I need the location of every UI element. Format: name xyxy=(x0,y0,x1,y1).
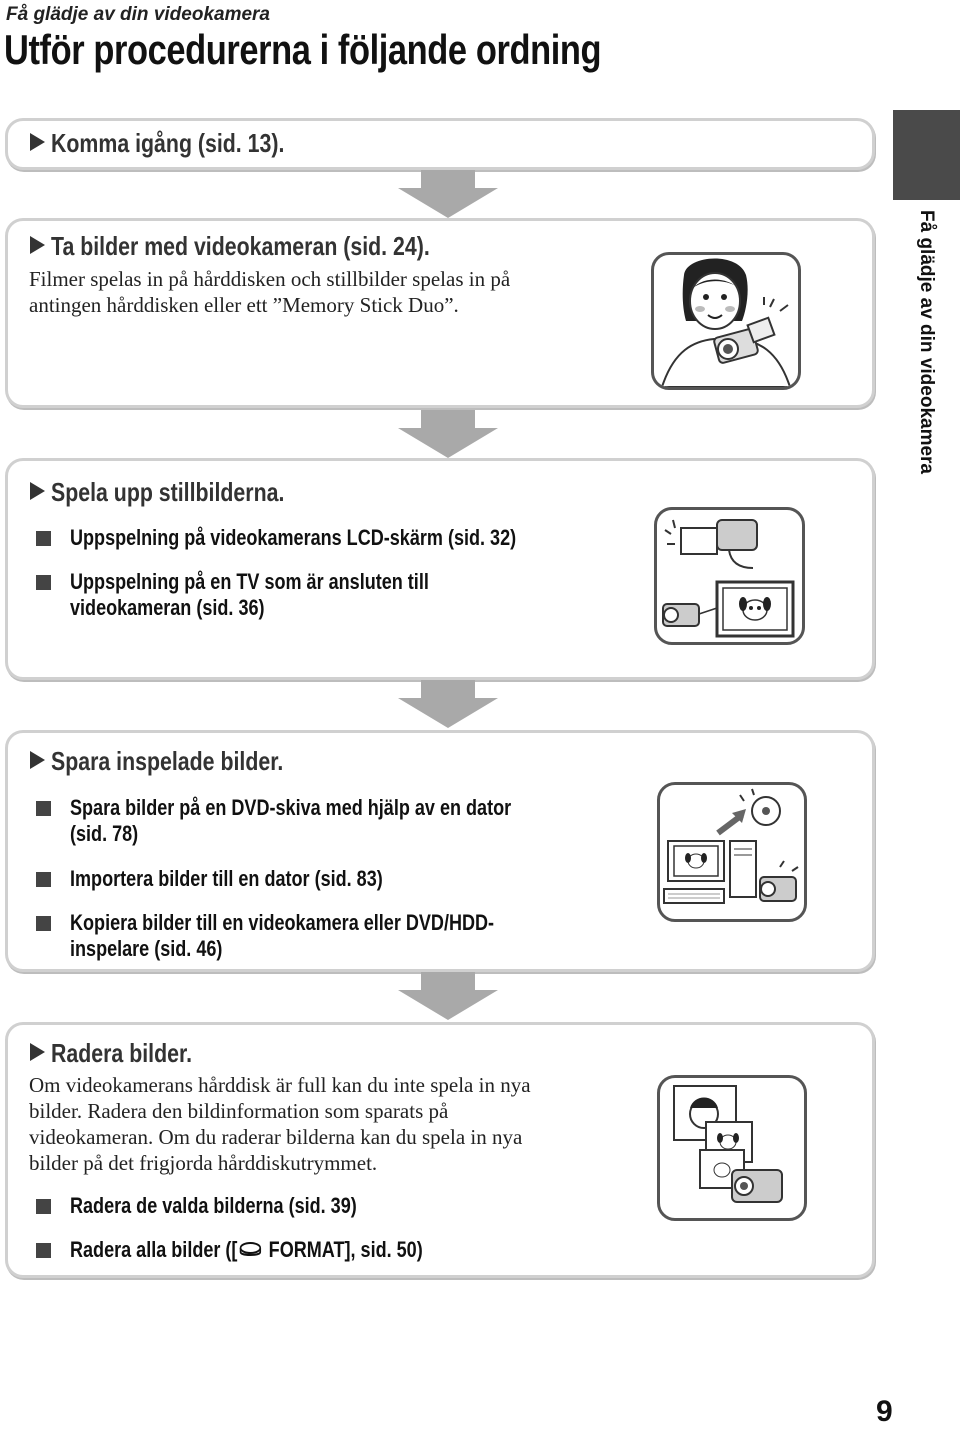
arrow-right-icon xyxy=(30,482,45,500)
arrow-right-icon xyxy=(30,133,45,151)
flow-arrow-icon xyxy=(398,680,498,728)
page-number: 9 xyxy=(876,1395,893,1428)
text-line: Om videokamerans hårddisk är full kan du inte spela in nya xyxy=(29,1073,531,1097)
hdd-icon xyxy=(239,1241,262,1259)
step-description xyxy=(29,266,510,318)
step-title: Spara inspelade bilder. xyxy=(30,746,334,777)
section-label: Få glädje av din videokamera xyxy=(6,4,270,25)
step-box-delete: Radera bilder. Om videokamerans hårddisk är full kan du inte spela in nya bilder. Radera den bildinformation som sparats på videokameran. Om du raderar bilderna kan du spela in nya bilder på det frigjorda hårddiskutrymmet. Radera de valda bilderna (sid. 39) Radera alla bilder ([ FORMAT], sid. 50) xyxy=(5,1022,875,1278)
playback-lcd-tv-illustration xyxy=(654,507,805,645)
arrow-right-icon xyxy=(30,751,45,769)
step-title: Komma igång (sid. 13). xyxy=(30,128,336,159)
bullet-square-icon xyxy=(36,1199,51,1214)
bullet-square-icon xyxy=(36,872,51,887)
step-box-playback: Spela upp stillbilderna. Uppspelning på videokamerans LCD-skärm (sid. 32) Uppspelning på en TV som är ansluten till videokameran (sid. 36) xyxy=(5,458,875,680)
step-box-getting-started xyxy=(5,118,875,170)
bullet-square-icon xyxy=(36,916,51,931)
computer-dvd-camcorder-illustration xyxy=(657,782,807,922)
bullet-square-icon xyxy=(36,531,51,546)
step-box-recording xyxy=(5,218,875,408)
step-description xyxy=(29,1072,531,1176)
photos-camcorder-illustration xyxy=(657,1075,807,1221)
text-line: Filmer spelas in på hårddisken och stillbilder spelas in på xyxy=(29,267,511,291)
bullet-square-icon xyxy=(36,801,51,816)
text-line: bilder. Radera den bildinformation som sparats på xyxy=(29,1099,449,1123)
step-title: Spela upp stillbilderna. xyxy=(30,477,336,508)
step-title: Radera bilder. xyxy=(30,1038,223,1069)
text-line: bilder på det frigjorda hårddiskutrymmet. xyxy=(29,1151,378,1175)
person-with-camcorder-illustration xyxy=(651,252,801,390)
arrow-right-icon xyxy=(30,236,45,254)
flow-arrow-icon xyxy=(398,170,498,218)
flow-arrow-icon xyxy=(398,972,498,1020)
step-box-save: Spara inspelade bilder. Spara bilder på en DVD-skiva med hjälp av en dator (sid. 78) Importera bilder till en dator (sid. 83) Kopiera bilder till en videokamera eller DVD/HDD- inspelare (sid. 46) xyxy=(5,730,875,972)
page-title: Utför procedurerna i följande ordning xyxy=(4,26,602,73)
side-tab xyxy=(893,110,960,200)
text-line: videokameran. Om du raderar bilderna kan du spela in nya xyxy=(29,1125,523,1149)
text-line: antingen hårddisken eller ett ”Memory Stick Duo”. xyxy=(29,293,459,317)
step-title: Ta bilder med videokameran (sid. 24). xyxy=(30,231,513,262)
flow-arrow-icon xyxy=(398,410,498,458)
side-tab-label: Få glädje av din videokamera xyxy=(915,210,937,474)
bullet-square-icon xyxy=(36,575,51,590)
bullet-square-icon xyxy=(36,1243,51,1258)
arrow-right-icon xyxy=(30,1043,45,1061)
